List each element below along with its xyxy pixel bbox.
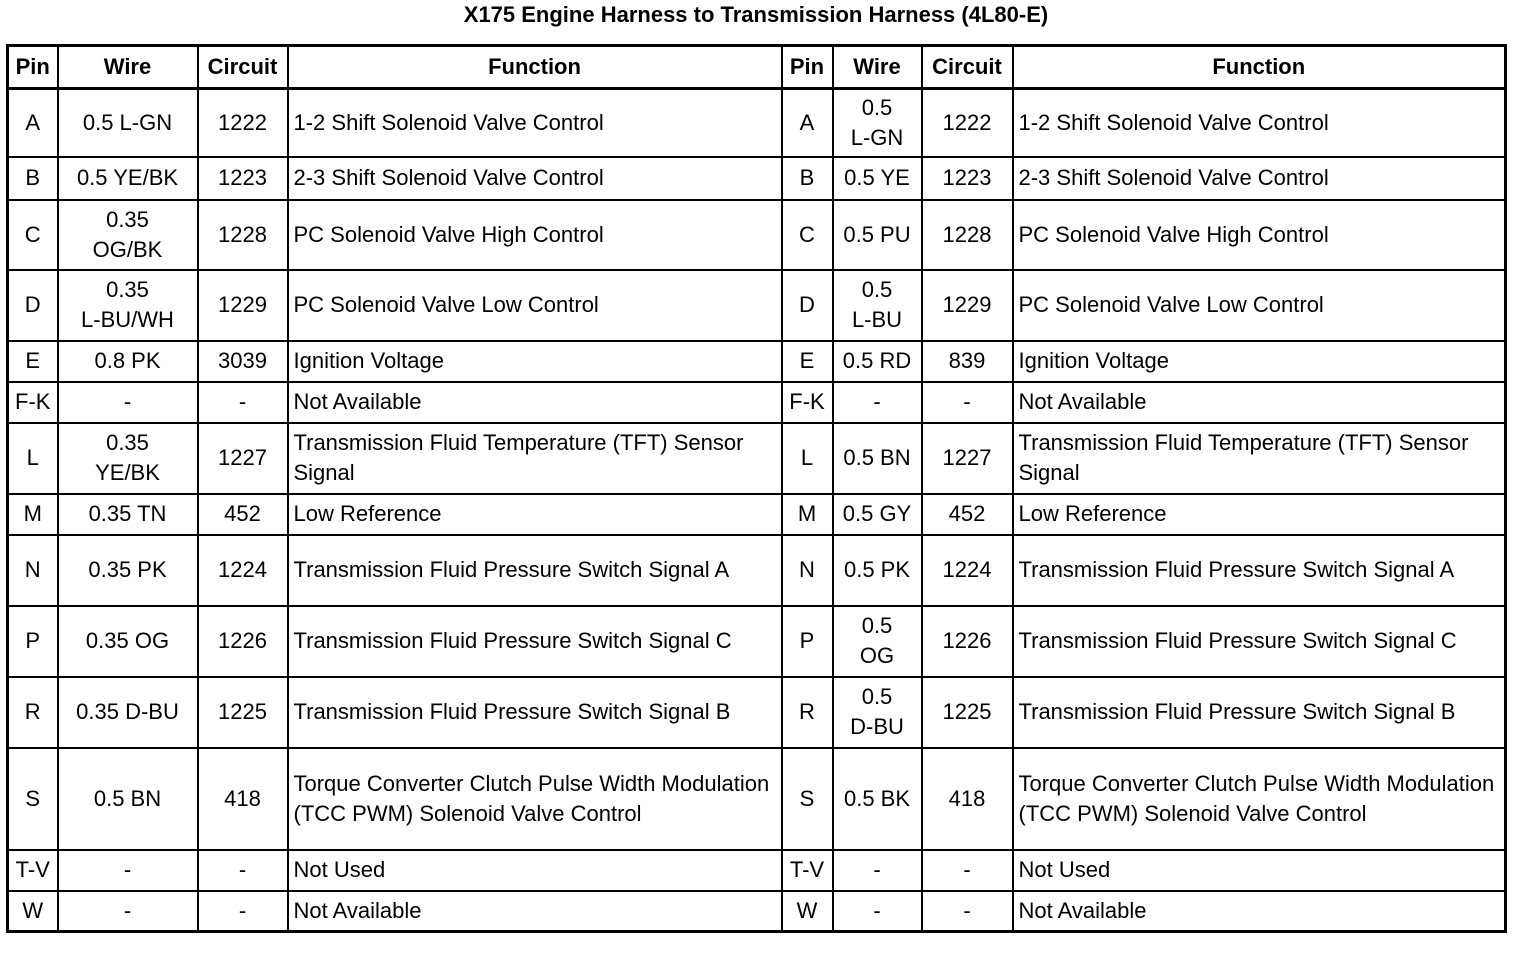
wire-line: 0.35	[106, 206, 149, 232]
function-cell: Not Available	[1013, 891, 1506, 932]
wire-line: -	[123, 389, 132, 414]
header-wire-left: Wire	[58, 46, 198, 89]
wire-cell	[833, 850, 922, 891]
wire-line: -	[123, 897, 132, 923]
header-row	[8, 46, 1506, 89]
pin-cell: P	[8, 606, 58, 677]
circuit-cell: 418	[922, 748, 1013, 850]
table-row	[8, 606, 1506, 677]
wire-line: 0.5 BN	[93, 785, 162, 811]
wire-cell	[833, 891, 922, 932]
table-row	[8, 748, 1506, 850]
wire-cell	[58, 157, 198, 200]
pin-cell: F-K	[782, 382, 833, 423]
wire-cell	[58, 494, 198, 535]
wire-cell	[58, 535, 198, 606]
wire-cell	[833, 677, 922, 748]
circuit-cell: 452	[198, 494, 288, 535]
pin-cell: D	[8, 270, 58, 341]
function-cell: Transmission Fluid Pressure Switch Signal A	[288, 535, 782, 606]
wire-line: 0.5 BK	[843, 785, 911, 811]
page-title: X175 Engine Harness to Transmission Harness (4L80-E)	[463, 2, 1049, 27]
wire-line: -	[873, 857, 881, 882]
function-cell: Transmission Fluid Temperature (TFT) Sensor Signal	[1013, 423, 1506, 494]
function-cell: PC Solenoid Valve Low Control	[288, 270, 782, 341]
wire-line: OG/BK	[92, 236, 163, 262]
pin-cell: W	[782, 891, 833, 932]
wire-cell	[833, 606, 922, 677]
wire-cell	[58, 341, 198, 382]
table-row	[8, 891, 1506, 932]
function-cell: Not Available	[288, 382, 782, 423]
wire-line: 0.8 PK	[94, 348, 161, 373]
pin-cell: N	[782, 535, 833, 606]
pin-cell: D	[782, 270, 833, 341]
circuit-cell: -	[922, 382, 1013, 423]
wire-line: 0.5 RD	[842, 348, 912, 373]
wire-line: L-BU	[851, 307, 903, 332]
wire-line: 0.5 L-GN	[82, 109, 173, 135]
header-circuit-left: Circuit	[198, 46, 288, 89]
wire-cell	[58, 677, 198, 748]
function-cell: Not Used	[288, 850, 782, 891]
wire-line: 0.5 PU	[843, 221, 911, 247]
function-cell: 2-3 Shift Solenoid Valve Control	[1013, 157, 1506, 200]
pin-cell: C	[8, 200, 58, 270]
header-wire-right: Wire	[833, 46, 922, 89]
pin-cell: A	[8, 89, 58, 157]
circuit-cell: 1222	[922, 89, 1013, 157]
circuit-cell: -	[198, 850, 288, 891]
wire-line: 0.5	[861, 277, 893, 302]
pin-cell: M	[782, 494, 833, 535]
table-row	[8, 677, 1506, 748]
header-function-left: Function	[288, 46, 782, 89]
wire-cell	[58, 89, 198, 157]
pin-cell: S	[8, 748, 58, 850]
wire-line: 0.5	[861, 684, 893, 709]
wire-line: 0.35	[106, 430, 149, 455]
circuit-cell: 1227	[922, 423, 1013, 494]
function-cell: Low Reference	[288, 494, 782, 535]
table-row	[8, 535, 1506, 606]
pin-cell: N	[8, 535, 58, 606]
wire-cell	[833, 423, 922, 494]
pin-cell: C	[782, 200, 833, 270]
table-row	[8, 157, 1506, 200]
pin-cell: T-V	[782, 850, 833, 891]
pin-cell: M	[8, 494, 58, 535]
function-cell: 1-2 Shift Solenoid Valve Control	[1013, 89, 1506, 157]
pin-cell: R	[782, 677, 833, 748]
wire-cell	[58, 423, 198, 494]
function-cell: PC Solenoid Valve Low Control	[1013, 270, 1506, 341]
wire-cell	[833, 270, 922, 341]
pin-cell: R	[8, 677, 58, 748]
function-cell: Low Reference	[1013, 494, 1506, 535]
function-cell: Not Available	[288, 891, 782, 932]
table-row	[8, 423, 1506, 494]
circuit-cell: 1223	[198, 157, 288, 200]
circuit-cell: 1228	[922, 200, 1013, 270]
wire-cell	[833, 748, 922, 850]
wire-cell	[58, 748, 198, 850]
circuit-cell: 1224	[922, 535, 1013, 606]
wire-line: 0.5 BN	[843, 445, 911, 470]
pin-cell: B	[782, 157, 833, 200]
pin-cell: L	[8, 423, 58, 494]
header-pin-left: Pin	[8, 46, 58, 89]
circuit-cell: -	[922, 891, 1013, 932]
table-body	[8, 89, 1506, 932]
pin-cell: T-V	[8, 850, 58, 891]
circuit-cell: 1224	[198, 535, 288, 606]
circuit-cell: 1226	[198, 606, 288, 677]
function-cell: Transmission Fluid Pressure Switch Signal C	[288, 606, 782, 677]
circuit-cell: 1229	[922, 270, 1013, 341]
circuit-cell: 1226	[922, 606, 1013, 677]
pin-cell: W	[8, 891, 58, 932]
pin-cell: S	[782, 748, 833, 850]
function-cell: Ignition Voltage	[288, 341, 782, 382]
wire-line: -	[123, 857, 132, 882]
function-cell: Transmission Fluid Temperature (TFT) Sensor Signal	[288, 423, 782, 494]
wire-line: YE/BK	[95, 460, 160, 485]
circuit-cell: -	[198, 891, 288, 932]
wire-cell	[833, 89, 922, 157]
wire-line: -	[873, 897, 881, 923]
function-cell: Transmission Fluid Pressure Switch Signal A	[1013, 535, 1506, 606]
function-cell: Transmission Fluid Pressure Switch Signal B	[1013, 677, 1506, 748]
pinout-table	[6, 44, 1507, 933]
wire-line: 0.5	[861, 94, 893, 120]
wire-cell	[58, 270, 198, 341]
wire-line: 0.5 YE/BK	[76, 165, 179, 190]
function-cell: Torque Converter Clutch Pulse Width Modulation (TCC PWM) Solenoid Valve Control	[288, 748, 782, 850]
pin-cell: F-K	[8, 382, 58, 423]
wire-cell	[833, 157, 922, 200]
function-cell: Ignition Voltage	[1013, 341, 1506, 382]
wire-cell	[58, 850, 198, 891]
pin-cell: E	[782, 341, 833, 382]
wire-cell	[58, 200, 198, 270]
circuit-cell: -	[198, 382, 288, 423]
wire-line: 0.5	[861, 613, 893, 638]
wire-cell	[58, 382, 198, 423]
table-row	[8, 200, 1506, 270]
header-circuit-right: Circuit	[922, 46, 1013, 89]
function-cell: 2-3 Shift Solenoid Valve Control	[288, 157, 782, 200]
circuit-cell: 1229	[198, 270, 288, 341]
function-cell: 1-2 Shift Solenoid Valve Control	[288, 89, 782, 157]
pin-cell: L	[782, 423, 833, 494]
wire-line: 0.5 GY	[842, 501, 912, 526]
pin-cell: E	[8, 341, 58, 382]
header-pin-right: Pin	[782, 46, 833, 89]
wire-cell	[833, 382, 922, 423]
wire-line: 0.5 YE	[844, 165, 910, 190]
pin-cell: A	[782, 89, 833, 157]
wire-cell	[833, 200, 922, 270]
circuit-cell: 418	[198, 748, 288, 850]
function-cell: PC Solenoid Valve High Control	[288, 200, 782, 270]
table-row	[8, 850, 1506, 891]
function-cell: PC Solenoid Valve High Control	[1013, 200, 1506, 270]
table-row	[8, 494, 1506, 535]
wire-cell	[833, 494, 922, 535]
wire-line: OG	[859, 643, 895, 668]
wire-line: 0.35 TN	[88, 501, 167, 526]
table-row	[8, 270, 1506, 341]
circuit-cell: 1228	[198, 200, 288, 270]
function-cell: Not Used	[1013, 850, 1506, 891]
header-function-right: Function	[1013, 46, 1506, 89]
circuit-cell: 3039	[198, 341, 288, 382]
wire-line: L-GN	[850, 124, 904, 150]
wire-line: 0.35 PK	[88, 557, 167, 582]
wire-cell	[58, 891, 198, 932]
wire-line: 0.35	[106, 277, 149, 302]
wire-cell	[833, 535, 922, 606]
table-row	[8, 89, 1506, 157]
circuit-cell: 1225	[922, 677, 1013, 748]
circuit-cell: 839	[922, 341, 1013, 382]
table-row	[8, 341, 1506, 382]
function-cell: Transmission Fluid Pressure Switch Signal B	[288, 677, 782, 748]
circuit-cell: -	[922, 850, 1013, 891]
wire-line: 0.35 D-BU	[76, 699, 179, 724]
function-cell: Torque Converter Clutch Pulse Width Modulation (TCC PWM) Solenoid Valve Control	[1013, 748, 1506, 850]
wire-cell	[833, 341, 922, 382]
wire-line: -	[873, 389, 881, 414]
function-cell: Not Available	[1013, 382, 1506, 423]
circuit-cell: 452	[922, 494, 1013, 535]
circuit-cell: 1222	[198, 89, 288, 157]
circuit-cell: 1227	[198, 423, 288, 494]
wire-line: 0.35 OG	[85, 628, 170, 653]
wire-line: D-BU	[850, 714, 904, 739]
function-cell: Transmission Fluid Pressure Switch Signal C	[1013, 606, 1506, 677]
wire-cell	[58, 606, 198, 677]
circuit-cell: 1223	[922, 157, 1013, 200]
wire-line: 0.5 PK	[843, 557, 911, 582]
circuit-cell: 1225	[198, 677, 288, 748]
pin-cell: B	[8, 157, 58, 200]
table-row	[8, 382, 1506, 423]
wire-line: L-BU/WH	[81, 307, 174, 332]
pin-cell: P	[782, 606, 833, 677]
